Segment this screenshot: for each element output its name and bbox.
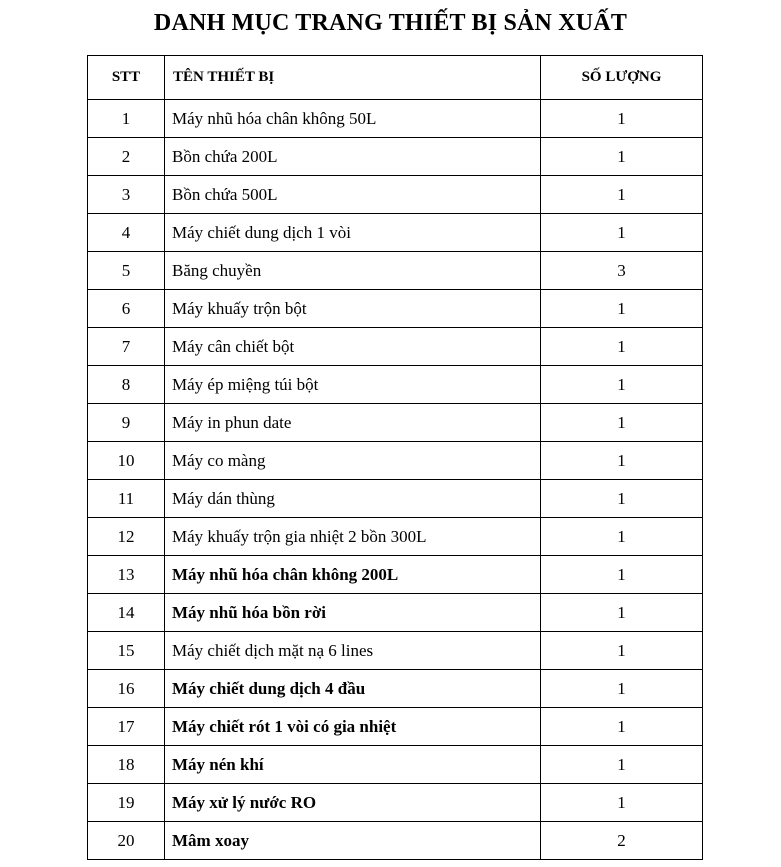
row-name: Máy chiết dịch mặt nạ 6 lines: [165, 632, 541, 670]
row-qty: 1: [541, 632, 703, 670]
row-stt: 3: [88, 176, 165, 214]
table-row: [88, 404, 703, 442]
row-name: Máy xử lý nước RO: [165, 784, 541, 822]
row-qty: 2: [541, 822, 703, 860]
row-name: Máy co màng: [165, 442, 541, 480]
row-stt: 10: [88, 442, 165, 480]
row-qty: 1: [541, 670, 703, 708]
row-name: Mâm xoay: [165, 822, 541, 860]
table-row: [88, 594, 703, 632]
row-name: Máy khuấy trộn bột: [165, 290, 541, 328]
row-name: Máy chiết rót 1 vòi có gia nhiệt: [165, 708, 541, 746]
row-qty: 1: [541, 214, 703, 252]
row-name: Máy nhũ hóa chân không 200L: [165, 556, 541, 594]
row-name: Máy nén khí: [165, 746, 541, 784]
row-qty: 1: [541, 594, 703, 632]
row-stt: 19: [88, 784, 165, 822]
row-name: Máy chiết dung dịch 4 đầu: [165, 670, 541, 708]
table-row: [88, 784, 703, 822]
row-stt: 1: [88, 100, 165, 138]
row-stt: 16: [88, 670, 165, 708]
row-qty: 1: [541, 784, 703, 822]
row-name: Máy in phun date: [165, 404, 541, 442]
row-name: Máy nhũ hóa bồn rời: [165, 594, 541, 632]
table-row: [88, 708, 703, 746]
table-row: [88, 214, 703, 252]
table-row: [88, 138, 703, 176]
row-qty: 1: [541, 290, 703, 328]
page-title: DANH MỤC TRANG THIẾT BỊ SẢN XUẤT: [153, 10, 628, 36]
row-stt: 7: [88, 328, 165, 366]
header-qty: SỐ LƯỢNG: [541, 56, 703, 100]
row-qty: 3: [541, 252, 703, 290]
row-qty: 1: [541, 442, 703, 480]
row-qty: 1: [541, 328, 703, 366]
row-stt: 15: [88, 632, 165, 670]
table-row: [88, 632, 703, 670]
row-name: Bồn chứa 200L: [165, 138, 541, 176]
table-row: [88, 442, 703, 480]
table-row: [88, 366, 703, 404]
row-qty: 1: [541, 708, 703, 746]
row-name: Máy dán thùng: [165, 480, 541, 518]
table-row: [88, 746, 703, 784]
table-row: [88, 670, 703, 708]
row-stt: 12: [88, 518, 165, 556]
row-qty: 1: [541, 366, 703, 404]
table-row: [88, 518, 703, 556]
row-stt: 6: [88, 290, 165, 328]
table-row: [88, 822, 703, 860]
row-stt: 17: [88, 708, 165, 746]
row-name: Máy nhũ hóa chân không 50L: [165, 100, 541, 138]
row-stt: 5: [88, 252, 165, 290]
row-qty: 1: [541, 518, 703, 556]
row-name: Máy ép miệng túi bột: [165, 366, 541, 404]
table-row: [88, 252, 703, 290]
table-row: [88, 328, 703, 366]
row-qty: 1: [541, 100, 703, 138]
header-stt: STT: [88, 56, 165, 100]
row-qty: 1: [541, 746, 703, 784]
row-stt: 2: [88, 138, 165, 176]
equipment-table: [87, 55, 703, 860]
table-row: [88, 290, 703, 328]
header-name: TÊN THIẾT BỊ: [165, 56, 541, 100]
row-stt: 4: [88, 214, 165, 252]
row-stt: 14: [88, 594, 165, 632]
row-name: Máy chiết dung dịch 1 vòi: [165, 214, 541, 252]
row-qty: 1: [541, 404, 703, 442]
row-qty: 1: [541, 556, 703, 594]
row-stt: 11: [88, 480, 165, 518]
row-stt: 18: [88, 746, 165, 784]
row-stt: 20: [88, 822, 165, 860]
table-row: [88, 176, 703, 214]
table-row: [88, 556, 703, 594]
row-qty: 1: [541, 176, 703, 214]
row-stt: 9: [88, 404, 165, 442]
row-name: Băng chuyền: [165, 252, 541, 290]
row-qty: 1: [541, 138, 703, 176]
row-name: Máy cân chiết bột: [165, 328, 541, 366]
row-qty: 1: [541, 480, 703, 518]
row-stt: 13: [88, 556, 165, 594]
row-name: Máy khuấy trộn gia nhiệt 2 bồn 300L: [165, 518, 541, 556]
row-stt: 8: [88, 366, 165, 404]
table-row: [88, 480, 703, 518]
table-header-row: [88, 56, 703, 100]
table-row: [88, 100, 703, 138]
row-name: Bồn chứa 500L: [165, 176, 541, 214]
